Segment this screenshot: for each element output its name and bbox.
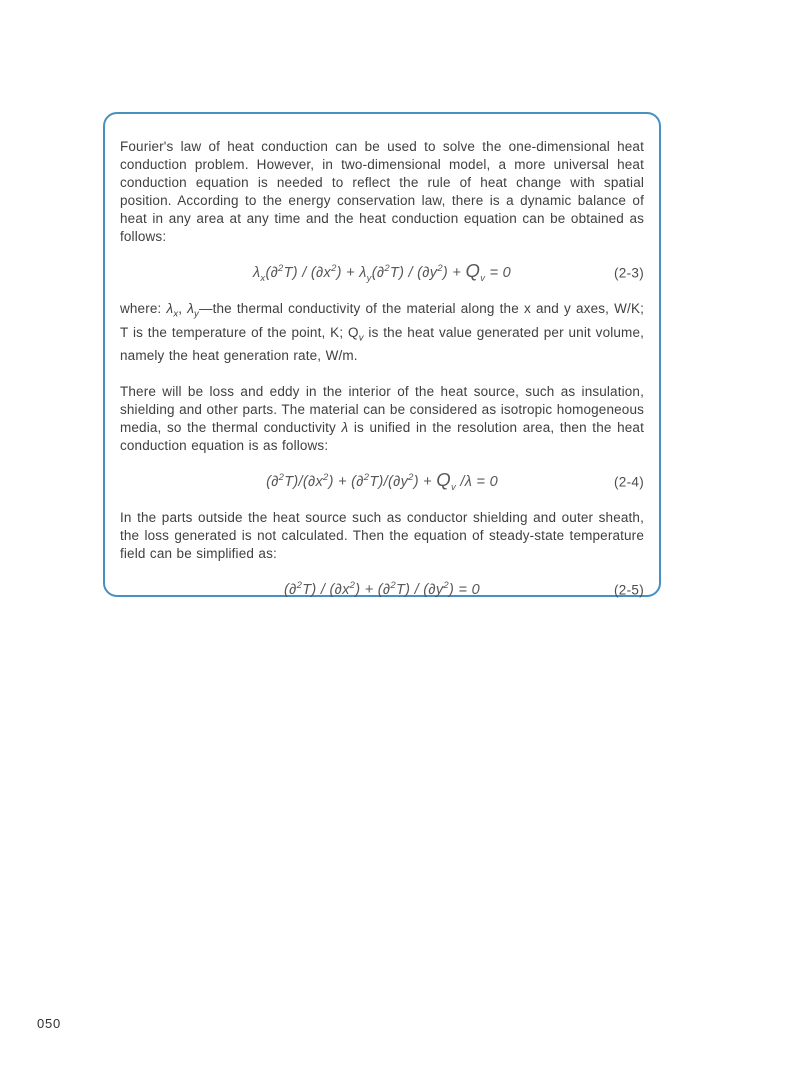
paragraph-isotropic: There will be loss and eddy in the interior of the heat source, such as insulation, shielding and other parts. The material can be considered as isotropic homogeneous media, so the thermal conductivity λ is unified in the resolution area, then the heat conduction equation is as follows: <box>120 384 644 454</box>
equation-2-3-body: $\lambda_x(\partial^2T) / (\partial x^2) + \lambda_y(\partial^2T) / (\partial y^2) + Q_v = 0$ <box>252 260 512 284</box>
paragraph-intro: Fourier's law of heat conduction can be used to solve the one-dimensional heat conduction problem. However, in two-dimensional model, a more universal heat conduction equation is needed to reflect the rule of heat change with spatial position. According to the energy conservation law, there is a dynamic balance of heat in any area at any time and the heat conduction equation can be obtained as follows: <box>120 139 644 244</box>
paragraph-outside: In the parts outside the heat source such as conductor shielding and outer sheath, the loss generated is not calculated. Then the equation of steady-state temperature field can be simplified as: <box>120 510 644 562</box>
equation-2-5 <box>120 577 644 603</box>
paragraph-where: where: $\lambda_x$, $\lambda_y—the$ thermal conductivity of the material along the x and y axes, W/K; T is the temperature of the point, K; $Q_v$ is the heat value generated per unit volume, namely the heat generation rate, W/m. <box>120 301 645 364</box>
equation-2-5-body: $(\partial^2T) / (\partial x^2) + (\partial^2T) / (\partial y^2) = 0$ <box>284 580 480 599</box>
equation-2-4-number: (2-4) <box>613 474 644 490</box>
content-card <box>103 112 661 597</box>
equation-2-4-body: $(\partial^2T)/(\partial x^2) + (\partial^2T)/(\partial y^2) + Q_v$ /λ = 0 <box>266 469 498 494</box>
equation-2-3-number: (2-3) <box>613 265 644 281</box>
page-number: 050 <box>37 1016 62 1031</box>
equation-2-3 <box>120 260 644 286</box>
equation-2-4 <box>120 469 644 495</box>
equation-2-5-number: (2-5) <box>613 582 644 598</box>
